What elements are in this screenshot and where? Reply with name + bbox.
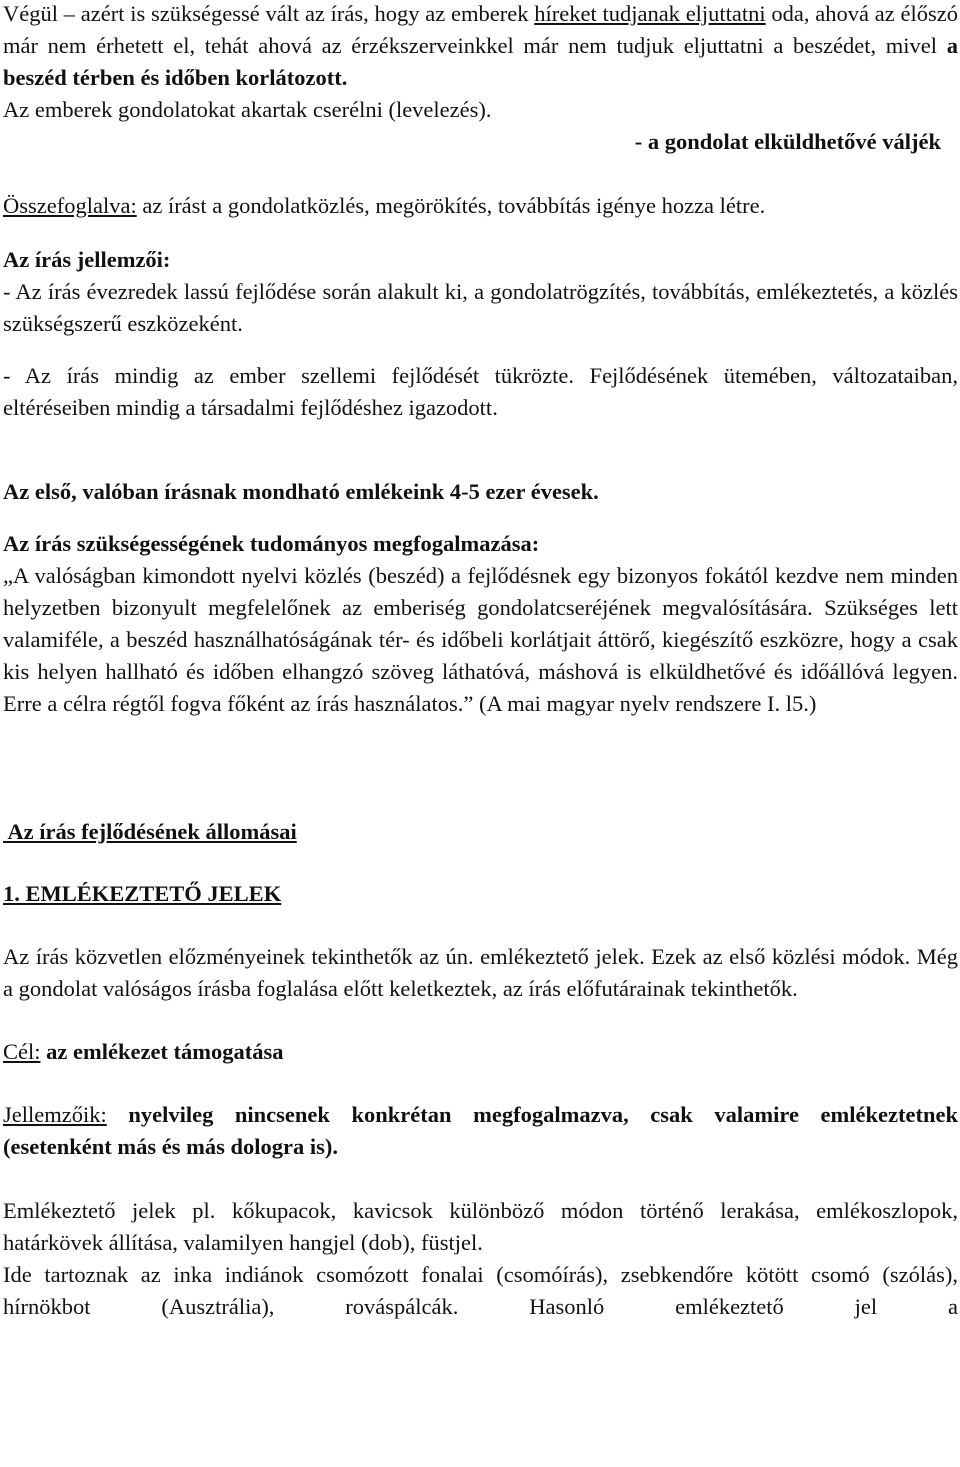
traits-text: nyelvileg nincsenek konkrétan megfogalmazva, csak valamire emlékeztetnek (esetenként más és más dologra is). bbox=[3, 1102, 958, 1159]
intro-text-middle: oda, ahová az élőszó már nem érhetett el, tehát ahová az érzékszerveinkkel már nem tudjuk eljuttatni a beszédet, mivel bbox=[3, 1, 958, 58]
intro-second-sentence: Az emberek gondolatokat akartak cserélni (levelezés). bbox=[3, 97, 492, 122]
goal-label: Cél: bbox=[3, 1039, 41, 1064]
features-item-2: - Az írás mindig az ember szellemi fejlődését tükrözte. Fejlődésének ütemében, változataiban, eltéréseiben mindig a társadalmi fejlődéshez igazodott. bbox=[3, 363, 958, 420]
intro-underlined-phrase: híreket tudjanak eljuttatni bbox=[534, 1, 766, 26]
features-heading: Az írás jellemzői: bbox=[3, 247, 171, 272]
traits-paragraph bbox=[3, 1099, 958, 1163]
goal-line bbox=[3, 1036, 958, 1068]
summary-text: az írást a gondolatközlés, megörökítés, továbbítás igénye hozza létre. bbox=[136, 193, 766, 218]
intro-text-start: Végül – azért is szükségessé vált az írás, hogy az emberek bbox=[3, 1, 535, 26]
section-1-title: 1. EMLÉKEZTETŐ JELEK bbox=[3, 881, 282, 906]
features-item-1: - Az írás évezredek lassú fejlődése során alakult ki, a gondolatrögzítés, továbbítás, emlékeztetés, a közlés szükségszerű eszközeként. bbox=[3, 279, 958, 336]
intro-paragraph bbox=[3, 0, 958, 94]
stages-heading: Az írás fejlődésének állomásai bbox=[3, 819, 297, 844]
goal-text: az emlékezet támogatása bbox=[40, 1039, 284, 1064]
traits-label: Jellemzőik: bbox=[3, 1102, 107, 1127]
examples-paragraph-1: Emlékeztető jelek pl. kőkupacok, kavicsok különböző módon történő lerakása, emlékoszlopok, határkövek állítása, valamilyen hangjel (dob), füstjel. bbox=[3, 1198, 958, 1255]
summary-label: Összefoglalva: bbox=[3, 193, 137, 218]
summary-paragraph bbox=[3, 190, 958, 222]
necessity-heading: Az írás szükségességének tudományos megfogalmazása: bbox=[3, 531, 540, 556]
necessity-quote: „A valóságban kimondott nyelvi közlés (beszéd) a fejlődésnek egy bizonyos fokától kezdve nem minden helyzetben bizonyult megfelelőnek az emberiség gondolatcseréjének megvalósítására. Szükséges lett valamiféle, a beszéd használhatóságának tér- és időbeli korlátjait áttörő, kiegészítő eszközre, hogy a csak kis helyen hallható és időben elhangzó szöveg láthatóvá, máshová is elküldhetővé és időállóvá legyen. Erre a célra régtől fogva főként az írás használatos.” (A mai magyar nyelv rendszere I. l5.) bbox=[3, 563, 958, 716]
section-1-text: Az írás közvetlen előzményeinek tekinthetők az ún. emlékeztető jelek. Ezek az első közlési módok. Még a gondolat valóságos írásba foglalása előtt keletkeztek, az írás előfutárainak tekinthetők. bbox=[3, 944, 958, 1001]
examples-paragraph-2: Ide tartoznak az inka indiánok csomózott fonalai (csomóírás), zsebkendőre kötött csomó (szólás), hírnökbot (Ausztrália), rováspálcák. Hasonló emlékeztető jel a bbox=[3, 1262, 958, 1319]
document-page bbox=[3, 0, 958, 1323]
intro-bold-phrase: a beszéd térben és időben korlátozott. bbox=[3, 33, 958, 90]
intro-conclusion: - a gondolat elküldhetővé váljék bbox=[634, 129, 941, 154]
first-records-statement: Az első, valóban írásnak mondható emlékeink 4-5 ezer évesek. bbox=[3, 479, 599, 504]
